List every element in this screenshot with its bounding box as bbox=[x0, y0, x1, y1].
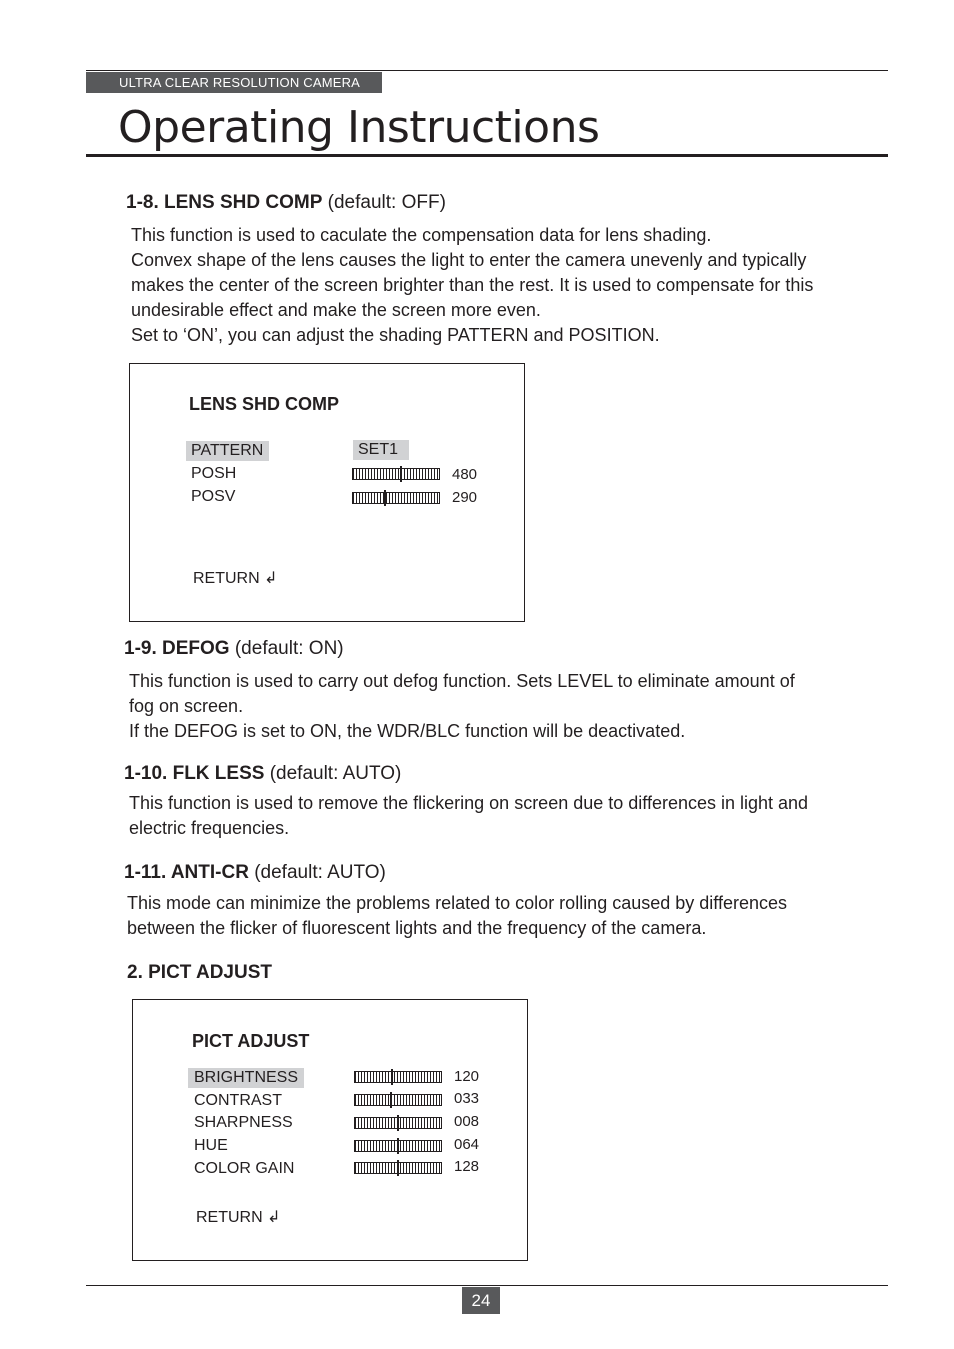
bar-marker bbox=[397, 1115, 399, 1131]
osd-bar-posh bbox=[352, 468, 440, 480]
paragraph-line: fog on screen. bbox=[129, 696, 244, 716]
section-default: (default: OFF) bbox=[327, 192, 446, 213]
section-heading-anti-cr bbox=[124, 861, 386, 885]
osd-item-posh: POSH bbox=[191, 465, 237, 482]
osd-value-hue: 064 bbox=[454, 1136, 480, 1153]
paragraph-line: Set to ‘ON’, you can adjust the shading PATTERN and POSITION. bbox=[131, 325, 660, 345]
bar-marker bbox=[391, 1069, 393, 1085]
paragraph-line: This mode can minimize the problems related to color rolling caused by differences bbox=[127, 893, 787, 913]
osd-item-sharpness: SHARPNESS bbox=[194, 1114, 293, 1131]
section-default: (default: ON) bbox=[234, 638, 344, 659]
osd-value-sharpness: 008 bbox=[454, 1113, 480, 1130]
osd-title: LENS SHD COMP bbox=[189, 394, 340, 414]
section-title: 1-10. FLK LESS bbox=[124, 763, 265, 784]
bar-marker bbox=[390, 1092, 392, 1108]
osd-pict-adjust bbox=[132, 999, 528, 1261]
osd-title: PICT ADJUST bbox=[192, 1031, 310, 1051]
section-default: (default: AUTO) bbox=[254, 862, 386, 883]
section-title: 2. PICT ADJUST bbox=[127, 962, 272, 983]
page-number: 24 bbox=[462, 1287, 500, 1314]
section-title: 1-9. DEFOG bbox=[124, 638, 230, 659]
osd-bar-sharpness bbox=[354, 1117, 442, 1129]
osd-return: RETURN ↲ bbox=[193, 570, 278, 587]
osd-bar-hue bbox=[354, 1140, 442, 1152]
osd-bar-contrast bbox=[354, 1094, 442, 1106]
paragraph-line: This function is used to caculate the compensation data for lens shading. bbox=[131, 225, 712, 245]
bar-marker bbox=[384, 490, 386, 506]
osd-return: RETURN ↲ bbox=[196, 1209, 281, 1226]
osd-item-contrast: CONTRAST bbox=[194, 1092, 282, 1109]
paragraph-line: makes the center of the screen brighter than the rest. It is used to compensate for this bbox=[131, 275, 814, 295]
osd-value-posh: 480 bbox=[452, 466, 478, 483]
osd-value-pattern: SET1 bbox=[353, 440, 409, 460]
bottom-rule bbox=[86, 1285, 888, 1286]
osd-value-color-gain: 128 bbox=[454, 1158, 480, 1175]
bar-marker bbox=[400, 466, 402, 482]
paragraph-line: undesirable effect and make the screen more even. bbox=[131, 300, 541, 320]
section-title: 1-8. LENS SHD COMP bbox=[126, 192, 323, 213]
osd-bar-brightness bbox=[354, 1071, 442, 1083]
osd-bar-color-gain bbox=[354, 1162, 442, 1174]
section-heading-flk-less bbox=[124, 762, 401, 786]
bar-marker bbox=[397, 1160, 399, 1176]
section-heading-defog bbox=[124, 637, 344, 661]
section-default: (default: AUTO) bbox=[269, 763, 402, 784]
paragraph-line: This function is used to remove the flickering on screen due to differences in light and bbox=[129, 793, 809, 813]
top-rule bbox=[86, 70, 888, 71]
osd-bar-posv bbox=[352, 492, 440, 504]
title-rule bbox=[86, 154, 888, 157]
paragraph-line: If the DEFOG is set to ON, the WDR/BLC function will be deactivated. bbox=[129, 721, 686, 741]
page-title: Operating Instructions bbox=[118, 102, 600, 153]
osd-value-contrast: 033 bbox=[454, 1090, 480, 1107]
osd-value-posv: 290 bbox=[452, 489, 478, 506]
product-tag: ULTRA CLEAR RESOLUTION CAMERA bbox=[86, 72, 382, 93]
osd-item-brightness: BRIGHTNESS bbox=[188, 1068, 304, 1088]
section-heading-pict-adjust bbox=[127, 961, 272, 985]
osd-item-hue: HUE bbox=[194, 1137, 228, 1154]
paragraph-line: This function is used to carry out defog function. Sets LEVEL to eliminate amount of bbox=[129, 671, 795, 691]
paragraph-line: Convex shape of the lens causes the light to enter the camera unevenly and typically bbox=[131, 250, 807, 270]
osd-item-pattern: PATTERN bbox=[186, 441, 269, 461]
section-heading-lens-shd-comp bbox=[126, 191, 446, 215]
bar-marker bbox=[397, 1138, 399, 1154]
osd-value-brightness: 120 bbox=[454, 1068, 480, 1085]
section-title: 1-11. ANTI-CR bbox=[124, 862, 249, 883]
paragraph-line: between the flicker of fluorescent lights and the frequency of the camera. bbox=[127, 918, 707, 938]
osd-item-color-gain: COLOR GAIN bbox=[194, 1160, 295, 1177]
osd-lens-shd-comp bbox=[129, 363, 525, 622]
osd-item-posv: POSV bbox=[191, 488, 236, 505]
paragraph-line: electric frequencies. bbox=[129, 818, 290, 838]
